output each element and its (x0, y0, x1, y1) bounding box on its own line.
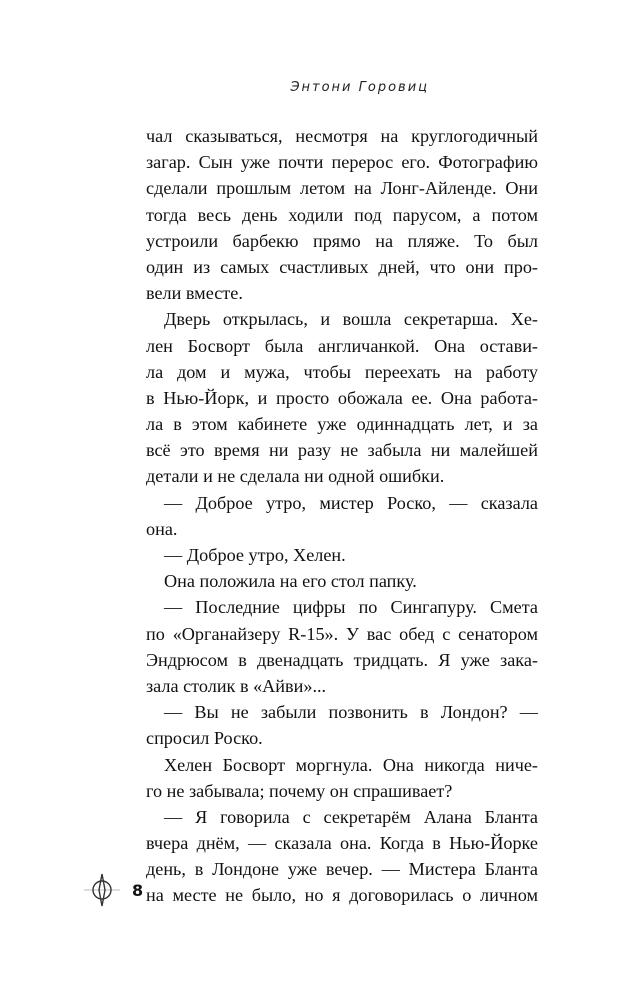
text-line: — Я говорила с секретарём Алана Бланта (164, 806, 538, 827)
page-body-text (146, 123, 538, 909)
text-line: — Последние цифры по Сингапуру. Смета (164, 597, 538, 618)
text-line: — Вы не забыли позвонить в Лондон? — (164, 702, 538, 723)
text-line: лен Босворт была англичанкой. Она остави- (146, 335, 538, 356)
text-line: чал сказываться, несмотря на круглогодичный (146, 126, 538, 146)
text-line: на месте не было, но я договорилась о личном (146, 885, 538, 906)
text-line: Дверь открылась, и вошла секретарша. Хе- (164, 309, 538, 330)
text-line: — Доброе утро, Хелен. (164, 545, 346, 565)
text-line: детали и не сделала ни одной ошибки. (146, 466, 445, 487)
text-line: ла в этом кабинете уже одиннадцать лет, и за (146, 414, 538, 435)
text-line: Эндрюсом в двенадцать тридцать. Я уже зака- (146, 649, 538, 670)
text-line: в Нью-Йорк, и просто обожала ее. Она работа- (146, 387, 538, 408)
text-line: загар. Сын уже почти перерос его. Фотографию (146, 152, 538, 173)
page-footer (84, 870, 143, 910)
page-number: 8 (132, 880, 144, 900)
text-line: ла дом и мужа, чтобы переехать на работу (146, 361, 538, 382)
text-line: всё это время ни разу не забыла ни малейшей (146, 440, 538, 461)
text-line: по «Органайзеру R-15». У вас обед с сенатором (146, 623, 538, 644)
text-line: Хелен Босворт моргнула. Она никогда ниче- (164, 754, 538, 775)
compass-ornament-icon (84, 870, 120, 910)
text-line: вчера днём, — сказала она. Когда в Нью-Йорке (146, 833, 538, 854)
text-line: го не забывала; почему он спрашивает? (146, 780, 453, 801)
text-line: спросил Роско. (146, 728, 263, 749)
text-line: — Доброе утро, мистер Роско, — сказала (164, 492, 538, 513)
running-header-author: Энтони Горовиц (290, 80, 429, 95)
text-line: устроили барбекю прямо на пляже. То был (146, 230, 538, 251)
text-line: один из самых счастливых дней, что они про- (146, 256, 538, 277)
text-line: вели вместе. (146, 283, 243, 304)
text-line: зала столик в «Айви»... (146, 675, 327, 696)
text-line: Она положила на его стол папку. (164, 571, 417, 592)
text-line: день, в Лондоне уже вечер. — Мистера Бланта (146, 859, 538, 880)
text-line: она. (146, 518, 178, 539)
text-line: сделали прошлым летом на Лонг-Айленде. Они (146, 178, 538, 199)
text-line: тогда весь день ходили под парусом, а потом (146, 204, 538, 225)
